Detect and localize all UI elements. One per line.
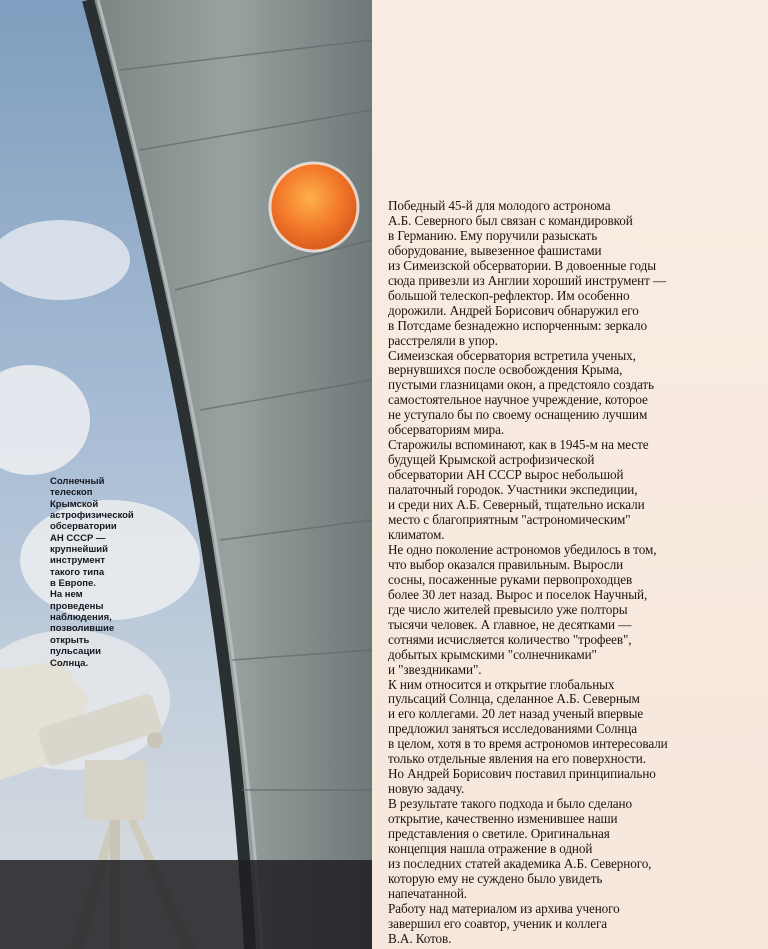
article-line: в Потсдаме безнадежно испорченным: зеркало xyxy=(388,317,647,333)
article-line: завершил его соавтор, ученик и коллега xyxy=(388,915,608,931)
article-line: сюда привезли из Англии хороший инструмент — xyxy=(388,272,667,288)
article-line: напечатанной. xyxy=(388,885,468,901)
caption-line: Крымской xyxy=(50,498,99,510)
article-paragraph xyxy=(388,438,758,543)
article-paragraph xyxy=(388,797,758,902)
article-line: пустыми глазницами окон, а предстояло создать xyxy=(388,377,654,393)
article-line: обсерваториям мира. xyxy=(388,422,505,438)
article-line: К ним относится и открытие глобальных xyxy=(388,676,615,692)
article-line: из Симеизской обсерватории. В довоенные годы xyxy=(388,257,656,273)
article-line: А.Б. Северного был связан с командировкой xyxy=(388,212,633,228)
article-line: и среди них А.Б. Северный, тщательно искали xyxy=(388,497,645,513)
article-line: вернувшихся после освобождения Крыма, xyxy=(388,362,623,378)
article-line: где число жителей превысило уже полторы xyxy=(388,601,628,617)
article-line: будущей Крымской астрофизической xyxy=(388,452,595,468)
article-line: Симеизская обсерватория встретила ученых, xyxy=(388,347,636,363)
article-line: дорожили. Андрей Борисович обнаружил его xyxy=(388,302,639,318)
article-line: и его коллегами. 20 лет назад ученый впервые xyxy=(388,706,644,722)
article-line: представления о светиле. Оригинальная xyxy=(388,826,610,842)
article-line: оборудование, вывезенное фашистами xyxy=(388,242,602,258)
article-line: обсерватории АН СССР вырос небольшой xyxy=(388,467,624,483)
photo-caption xyxy=(50,476,170,669)
article-paragraph xyxy=(388,199,758,349)
article-line: новую задачу. xyxy=(388,781,465,797)
article-line: тысячи человек. А главное, не десятками — xyxy=(388,616,632,632)
article-line: сотнями исчисляется количество "трофеев", xyxy=(388,631,632,647)
article-line: палаточный городок. Участники экспедиции, xyxy=(388,482,638,498)
article-line: в Германию. Ему поручили разыскать xyxy=(388,227,598,243)
article-line: предложил заняться исследованиями Солнца xyxy=(388,721,637,737)
article-paragraph xyxy=(388,678,758,798)
article-line: Победный 45-й для молодого астронома xyxy=(388,198,611,213)
caption-line: наблюдения, xyxy=(50,612,112,624)
caption-line: пульсации xyxy=(50,646,101,658)
caption-line: инструмент xyxy=(50,555,106,567)
article-line: расстреляли в упор. xyxy=(388,332,498,348)
article-line: в целом, хотя в то время астрономов интересовали xyxy=(388,736,668,752)
article-line: только отдельные явления на его поверхности. xyxy=(388,751,646,767)
article-line: Но Андрей Борисович поставил принципиально xyxy=(388,766,656,782)
article-line: пульсаций Солнца, сделанное А.Б. Северным xyxy=(388,691,640,707)
article-line: В.А. Котов. xyxy=(388,930,452,946)
caption-line: телескоп xyxy=(50,487,93,499)
article-line: открытие, качественно изменившее наши xyxy=(388,811,618,827)
caption-line: такого типа xyxy=(50,566,105,578)
article-line: концепция нашла отражение в одной xyxy=(388,840,593,856)
article-paragraph xyxy=(388,349,758,439)
caption-line: На нем xyxy=(50,589,83,601)
photo-illustration xyxy=(0,0,372,949)
article-line: В результате такого подхода и было сделано xyxy=(388,796,633,812)
article-body xyxy=(388,199,758,947)
article-line: Не одно поколение астрономов убедилось в том, xyxy=(388,541,657,557)
article-line: более 30 лет назад. Вырос и поселок Научный, xyxy=(388,586,648,602)
article-line: что выбор оказался правильным. Выросли xyxy=(388,556,624,572)
article-line: которую ему не суждено было увидеть xyxy=(388,870,603,886)
article-line: Работу над материалом из архива ученого xyxy=(388,900,620,916)
caption-line: астрофизической xyxy=(50,510,134,522)
caption-line: Солнечный xyxy=(50,476,105,487)
caption-line: крупнейший xyxy=(50,544,108,556)
article-line: и "звездниками". xyxy=(388,661,482,677)
article-line: из последних статей академика А.Б. Северного, xyxy=(388,855,652,871)
article-line: место с благоприятным "астрономическим" xyxy=(388,512,631,528)
caption-line: в Европе. xyxy=(50,578,96,590)
caption-line: позволившие xyxy=(50,623,115,635)
article-line: Старожилы вспоминают, как в 1945-м на месте xyxy=(388,437,649,453)
article-line: добытых крымскими "солнечниками" xyxy=(388,646,597,662)
caption-line: открыть xyxy=(50,634,90,646)
article-line: большой телескоп-рефлектор. Им особенно xyxy=(388,287,630,303)
article-paragraph xyxy=(388,902,758,947)
caption-line: проведены xyxy=(50,600,104,612)
article-line: не уступало бы по своему оснащению лучшим xyxy=(388,407,648,423)
article-line: самостоятельное научное учреждение, которое xyxy=(388,392,648,408)
caption-line: обсерватории xyxy=(50,521,117,533)
caption-line: АН СССР — xyxy=(50,532,106,544)
article-line: сосны, посаженные руками первопроходцев xyxy=(388,571,633,587)
article-paragraph xyxy=(388,543,758,678)
telescope-photo xyxy=(0,0,372,949)
caption-line: Солнца. xyxy=(50,657,89,669)
article-line: климатом. xyxy=(388,526,445,542)
